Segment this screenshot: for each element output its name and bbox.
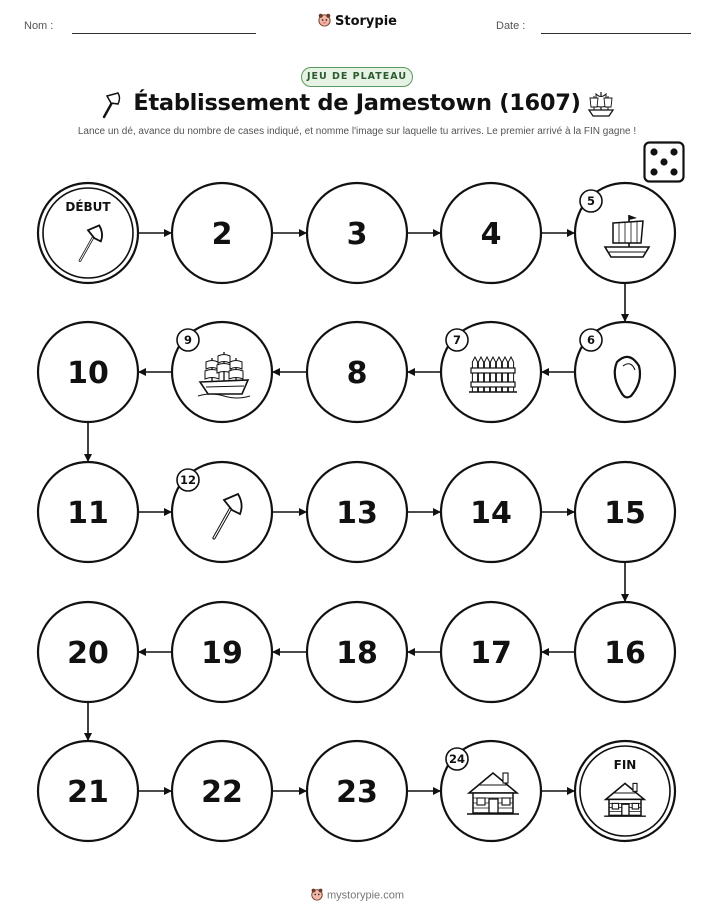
name-label: Nom : [24, 20, 54, 32]
space-number: 7 [452, 333, 462, 348]
space-number: 17 [470, 636, 512, 671]
instructions: Lance un dé, avance du nombre de cases indiqué, et nomme l'image sur laquelle tu arrives. Le premier arrivé à la FIN gagne ! [77, 126, 637, 137]
board-space [441, 322, 541, 422]
palisade-fence-icon [469, 357, 517, 392]
board-space [38, 322, 138, 422]
space-number: 23 [336, 775, 378, 810]
space-number: 6 [586, 333, 596, 348]
finish-space [575, 741, 675, 841]
board-space [575, 462, 675, 562]
board-space [307, 602, 407, 702]
footer-url: mystorypie.com [326, 889, 405, 902]
board-space [441, 741, 541, 841]
board-space [307, 183, 407, 283]
storypie-logo-icon [310, 887, 324, 904]
space-number: 24 [448, 752, 466, 767]
board-space [172, 183, 272, 283]
space-number: 10 [67, 356, 109, 391]
game-type-badge: JEU DE PLATEAU [301, 67, 413, 87]
board-space [38, 602, 138, 702]
space-number: 5 [586, 194, 596, 209]
space-number: 16 [604, 636, 646, 671]
space-number: 22 [201, 775, 243, 810]
brand-name: Storypie [335, 14, 397, 29]
space-number: 15 [604, 496, 646, 531]
board-space [575, 602, 675, 702]
board-space [441, 462, 541, 562]
space-number: 20 [67, 636, 109, 671]
space-label: FIN [613, 758, 637, 772]
space-number: 21 [67, 775, 109, 810]
space-number: 2 [211, 217, 233, 252]
board-space [172, 322, 272, 422]
space-number: 18 [336, 636, 378, 671]
space-number: 19 [201, 636, 243, 671]
board-space [172, 741, 272, 841]
board-space [38, 741, 138, 841]
page-title: Établissement de Jamestown (1607) [133, 90, 581, 116]
space-number: 3 [346, 217, 368, 252]
footer [0, 887, 714, 904]
board-space [172, 602, 272, 702]
board-space [441, 183, 541, 283]
start-space [38, 183, 138, 283]
space-number: 4 [480, 217, 502, 252]
space-number: 14 [470, 496, 512, 531]
space-number: 12 [179, 473, 197, 488]
board-space [441, 602, 541, 702]
board-space [38, 462, 138, 562]
board-space [307, 322, 407, 422]
board-space [575, 183, 675, 283]
board-space [172, 462, 272, 562]
space-number: 9 [183, 333, 193, 348]
space-number: 11 [67, 496, 109, 531]
space-number: 13 [336, 496, 378, 531]
space-number: 8 [346, 356, 368, 391]
board-space [307, 462, 407, 562]
board-space [575, 322, 675, 422]
space-label: DÉBUT [65, 200, 111, 214]
date-label: Date : [496, 20, 526, 32]
board-space [307, 741, 407, 841]
